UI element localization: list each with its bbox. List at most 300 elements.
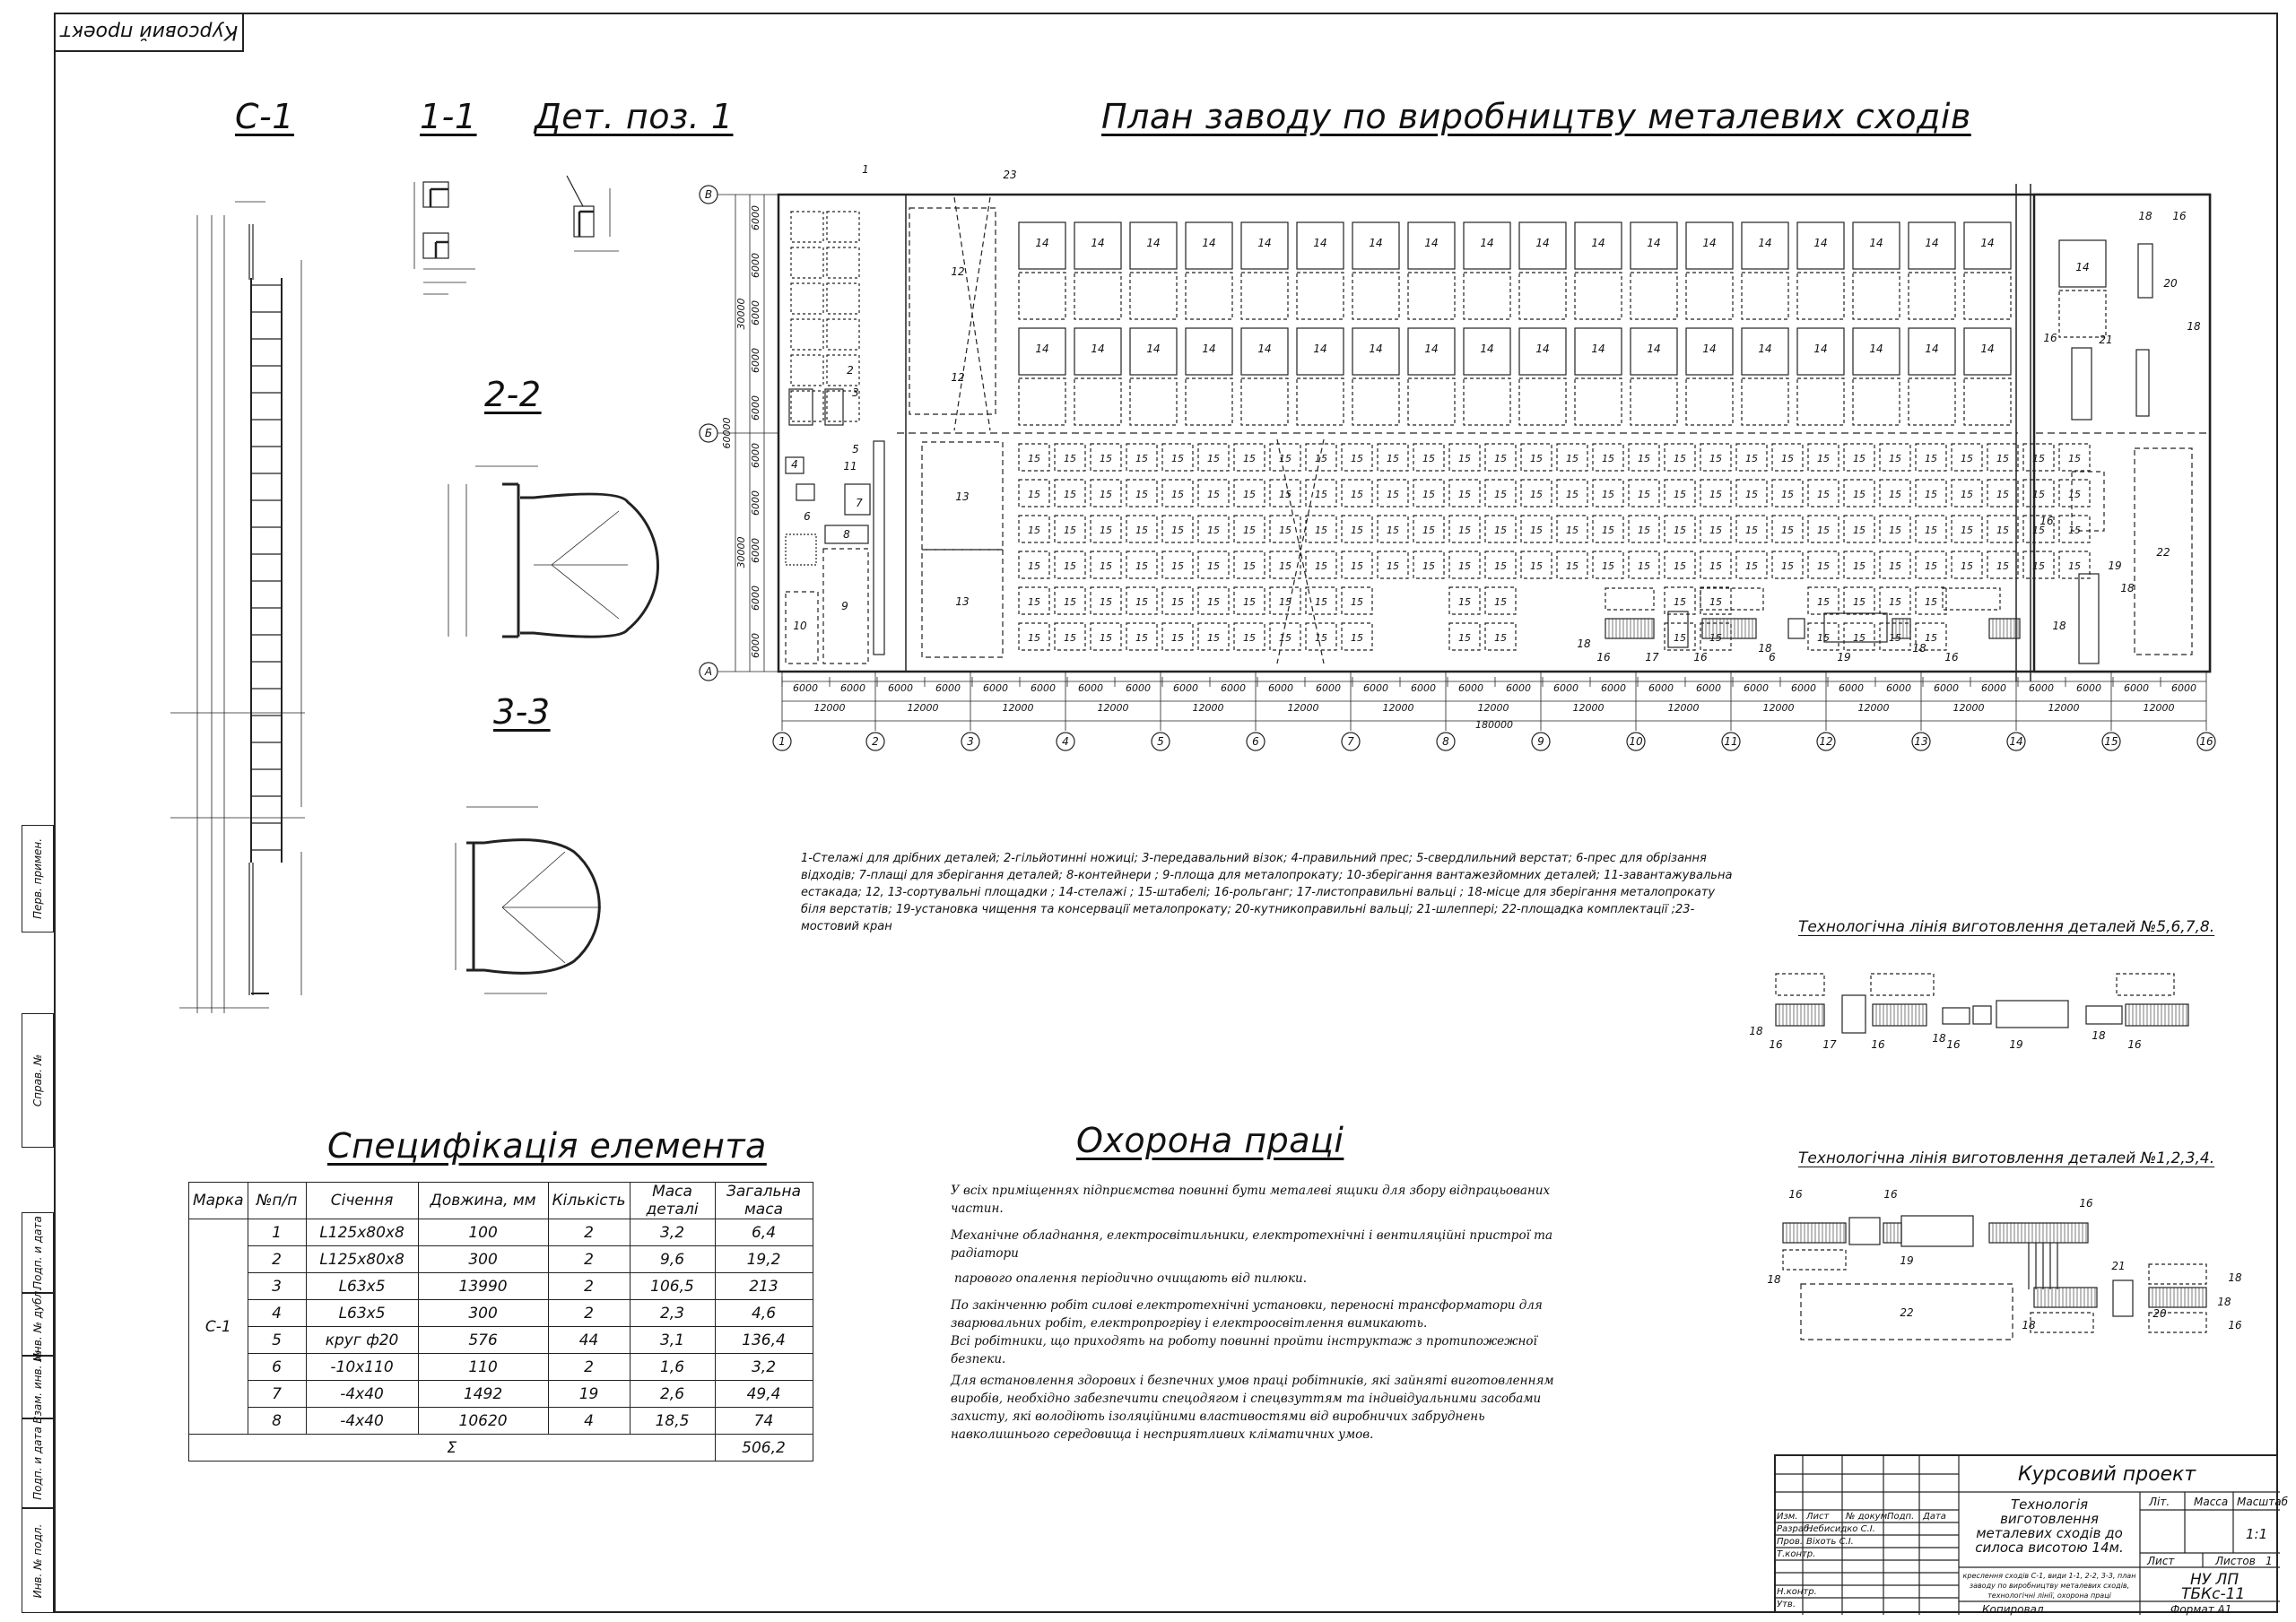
zone-label: 15 [1351, 489, 1363, 500]
roller [1989, 619, 2020, 638]
zone-label: 15 [1315, 632, 1327, 644]
zone-label: 15 [1315, 596, 1327, 608]
zone-label: 15 [1709, 632, 1722, 644]
tb-sheets-value: 1 [2266, 1555, 2273, 1567]
small-parts-rack [827, 247, 859, 278]
zone-label: 15 [1387, 489, 1399, 500]
zone-label: 22 [2156, 546, 2170, 559]
zone-label: 16 [2039, 515, 2054, 527]
zone-label: 21 [2099, 334, 2113, 346]
dim-label: 6000 [1696, 682, 1721, 694]
storage [1605, 588, 1654, 610]
zone-label: 14 [1925, 237, 1939, 249]
zone-label: 15 [1171, 489, 1184, 500]
storage [2031, 1313, 2093, 1332]
spec-header: Загальна маса [715, 1183, 813, 1219]
zone-label: 15 [1961, 489, 1973, 500]
zone-label: 15 [1530, 453, 1543, 464]
spec-cell: 3,2 [715, 1354, 813, 1381]
zone-label: 15 [1028, 453, 1040, 464]
zone-label: 16 [2228, 1319, 2242, 1331]
zone-label: 16 [1871, 1038, 1885, 1051]
tb-row-label: Дата [1923, 1512, 1946, 1522]
dim-label: 6000 [2029, 682, 2054, 694]
cleaning [1901, 1216, 1973, 1246]
zone-label: 15 [1315, 525, 1327, 536]
dim-label: 12000 [1002, 702, 1034, 714]
spec-row [189, 1354, 813, 1381]
zone-label: 15 [1602, 489, 1614, 500]
dim-label: 6000 [1934, 682, 1959, 694]
zone-label: 15 [1100, 489, 1112, 500]
tech-line-1234 [1783, 1216, 2206, 1340]
spec-cell: 2 [548, 1354, 630, 1381]
small-parts-rack [827, 212, 859, 242]
title-spec: Специфікація елемента [327, 1126, 767, 1166]
zone-label: 14 [1480, 343, 1494, 355]
zone-label: 22 [1900, 1306, 1914, 1319]
dim-label: 6000 [793, 682, 818, 694]
zone-label: 15 [1064, 489, 1076, 500]
axis-label: 5 [1157, 735, 1164, 748]
spec-cell: 8 [248, 1408, 306, 1435]
zone-label: 15 [1996, 560, 2009, 572]
spec-row [189, 1273, 813, 1300]
side-label: Инв. № подл. [31, 1523, 44, 1598]
zone-label: 13 [955, 490, 970, 503]
spec-row [189, 1408, 813, 1435]
storage-rack [1130, 273, 1177, 319]
zone-label: 10 [793, 620, 807, 632]
small-parts-rack [791, 319, 823, 350]
axis-label: 11 [1724, 735, 1738, 748]
zone-label: 15 [1961, 525, 1973, 536]
spec-cell: 2,3 [630, 1300, 715, 1327]
storage-rack [1686, 378, 1733, 425]
spec-cell: 110 [418, 1354, 548, 1381]
zone-label: 15 [1135, 453, 1148, 464]
zone-label: 15 [1422, 453, 1435, 464]
spec-cell: -4x40 [306, 1408, 418, 1435]
zone-label: 15 [1458, 560, 1471, 572]
zone-label: 15 [1566, 560, 1578, 572]
zone-label: 15 [1889, 453, 1901, 464]
zone-label: 14 [1480, 237, 1494, 249]
storage-rack [1130, 378, 1177, 425]
dim-label: 6000 [750, 253, 761, 278]
zone-label: 16 [1769, 1038, 1783, 1051]
dim-label: 6000 [2124, 682, 2149, 694]
zone-label: 15 [1279, 632, 1292, 644]
tb-scale: Масштаб [2237, 1496, 2289, 1508]
roller [1873, 1004, 1926, 1026]
zone-label: 15 [1817, 632, 1830, 644]
zone-label: 16 [1788, 1188, 1803, 1201]
small-parts-rack [791, 283, 823, 314]
zone-label: 18 [2187, 320, 2201, 333]
storage-rack [1408, 378, 1455, 425]
zone-label: 18 [2052, 620, 2066, 632]
spec-cell: L63x5 [306, 1300, 418, 1327]
zone-label: 14 [1869, 237, 1883, 249]
spec-cell: 106,5 [630, 1273, 715, 1300]
storage-rack [1074, 378, 1121, 425]
zone-label: 15 [1638, 489, 1650, 500]
spec-cell: 300 [418, 1300, 548, 1327]
zone-label: 15 [1925, 560, 1937, 572]
zone-label: 14 [1980, 343, 1995, 355]
storage-rack [1297, 273, 1344, 319]
tb-row-label: Подп. [1887, 1512, 1915, 1522]
zone-label: 15 [1171, 596, 1184, 608]
zone-label: 15 [1853, 525, 1866, 536]
zone-label: 18 [2228, 1271, 2242, 1284]
storage-rack [1909, 273, 1955, 319]
zone-label: 15 [1135, 560, 1148, 572]
dim-label: 6000 [750, 205, 761, 230]
top-stamp-text: Курсовий проект [59, 21, 239, 44]
zone-label: 15 [1064, 453, 1076, 464]
zone-label: 15 [1745, 560, 1758, 572]
zone-label: 21 [2111, 1260, 2126, 1272]
zone-label: 12 [951, 265, 965, 278]
spec-sum-value: 506,2 [715, 1435, 813, 1462]
zone-label: 15 [1207, 632, 1220, 644]
axis-label: 6 [1252, 735, 1259, 748]
zone-label: 15 [1817, 596, 1830, 608]
section-3-3 [456, 807, 601, 993]
side-label: Подп. и дата [31, 1216, 44, 1289]
zone-label: 19 [1900, 1254, 1914, 1267]
dim-label: 6000 [1506, 682, 1531, 694]
zone-label: 15 [1925, 453, 1937, 464]
spec-sum-label: Σ [189, 1435, 716, 1462]
axis-label: Б [704, 427, 713, 439]
zone-label: 14 [1535, 343, 1550, 355]
zone-label: 15 [1279, 560, 1292, 572]
zone-label: 15 [1817, 560, 1830, 572]
spec-cell: 2 [548, 1300, 630, 1327]
spec-cell: L125x80x8 [306, 1246, 418, 1273]
title-section-3-3: 3-3 [493, 692, 551, 732]
zone-label: 15 [1781, 489, 1794, 500]
zone-label: 15 [1674, 453, 1686, 464]
zone-label: 15 [1602, 560, 1614, 572]
zone-label: 15 [1494, 632, 1507, 644]
spec-cell: 4 [248, 1300, 306, 1327]
zone-label: 18 [1749, 1025, 1763, 1037]
zone-label: 18 [1577, 638, 1591, 650]
zone-label: 18 [1767, 1273, 1781, 1286]
storage-rack [1742, 378, 1788, 425]
title-block [1774, 1454, 2289, 1616]
title-plan: План заводу по виробництву металевих сходів [1101, 97, 1971, 136]
zone-label: 15 [1207, 453, 1220, 464]
spec-cell: 213 [715, 1273, 813, 1300]
tb-role: Н.контр. [1777, 1587, 1817, 1597]
zone-label: 15 [1925, 489, 1937, 500]
zone-label: 15 [1387, 525, 1399, 536]
small-parts-rack [827, 319, 859, 350]
axis-label: В [704, 188, 713, 201]
roller [1989, 1223, 2088, 1243]
tb-row-label: Изм. [1777, 1512, 1798, 1522]
zone-label: 15 [1674, 596, 1686, 608]
dim-label: 6000 [1078, 682, 1103, 694]
zone-label: 14 [1035, 237, 1049, 249]
dim-label: 6000 [1173, 682, 1198, 694]
dim-label: 6000 [888, 682, 913, 694]
tb-lit: Літ. [2149, 1496, 2170, 1508]
zone-label: 15 [1100, 632, 1112, 644]
zone-label: 15 [1889, 560, 1901, 572]
zone-label: 15 [1817, 453, 1830, 464]
stack [1943, 1008, 1970, 1024]
zone-label: 3 [852, 386, 859, 399]
zone-label: 15 [1638, 453, 1650, 464]
dim-label: 180000 [1475, 719, 1513, 731]
axis-label: 15 [2104, 735, 2118, 748]
zone-label: 15 [1028, 525, 1040, 536]
spec-cell: L63x5 [306, 1273, 418, 1300]
zone-label: 16 [1946, 1038, 1961, 1051]
dim-label: 12000 [1572, 702, 1605, 714]
zone-label: 15 [1781, 525, 1794, 536]
zone-label: 17 [1822, 1038, 1837, 1051]
storage [1783, 1250, 1846, 1270]
title-section-2-2: 2-2 [484, 375, 542, 414]
zone-label: 15 [1817, 489, 1830, 500]
spec-header: Кількість [548, 1183, 630, 1219]
spec-row [189, 1246, 813, 1273]
zone-label: 14 [1813, 343, 1828, 355]
zone-label: 15 [1494, 489, 1507, 500]
zone-label: 15 [1243, 525, 1256, 536]
zone-label: 14 [1257, 237, 1272, 249]
tb-org: НУ ЛП [2190, 1571, 2239, 1589]
roller [2034, 1288, 2097, 1307]
zone-label: 15 [1889, 632, 1901, 644]
dim-label: 12000 [1667, 702, 1700, 714]
spec-header: №п/п [248, 1183, 306, 1219]
axis-label: 7 [1347, 735, 1354, 748]
zone-label: 15 [1853, 596, 1866, 608]
storage-rack [1909, 378, 1955, 425]
spec-cell: -4x40 [306, 1381, 418, 1408]
tb-role: Т.контр. [1777, 1549, 1816, 1559]
zone-label: 14 [1202, 237, 1216, 249]
zone-label: 14 [1091, 237, 1105, 249]
spec-cell: 1 [248, 1219, 306, 1246]
zone-label: 15 [1279, 596, 1292, 608]
dim-label: 12000 [1192, 702, 1224, 714]
zone-label: 15 [1100, 453, 1112, 464]
storage-rack [1297, 378, 1344, 425]
dim-label: 6000 [1648, 682, 1674, 694]
tb-row-label: № докум. [1846, 1512, 1891, 1522]
zone-label: 15 [1745, 525, 1758, 536]
spec-mark: С-1 [189, 1219, 248, 1435]
zone-label: 15 [1889, 525, 1901, 536]
zone-label: 14 [2075, 261, 2090, 273]
small-parts-rack [791, 212, 823, 242]
zone-label: 20 [2152, 1307, 2167, 1320]
dim-label: 6000 [750, 348, 761, 373]
dim-label: 12000 [1382, 702, 1414, 714]
tb-copied: Копировал [1982, 1603, 2044, 1616]
zone-label: 1 [862, 163, 869, 176]
spec-cell: 13990 [418, 1273, 548, 1300]
zone-label: 15 [1530, 525, 1543, 536]
dim-label: 12000 [1762, 702, 1795, 714]
axis-label: 9 [1537, 735, 1544, 748]
storage-rack [1575, 273, 1622, 319]
zone-label: 15 [1458, 525, 1471, 536]
dim-label: 6000 [1363, 682, 1388, 694]
zone-label: 15 [2032, 560, 2045, 572]
zone-label: 15 [1709, 596, 1722, 608]
axis-label: 10 [1629, 735, 1643, 748]
drill [796, 484, 814, 500]
section-2-2 [448, 466, 657, 637]
zone-label: 15 [1028, 596, 1040, 608]
zone-label: 15 [1243, 560, 1256, 572]
zone-label: 15 [1387, 560, 1399, 572]
safety-paragraph: По закінченню робіт силові електротехнічні установки, переносні трансформатори для зварювальних робіт, електропрогріву і електроосвітлення вимикають. [951, 1298, 1543, 1331]
dim-label: 6000 [750, 300, 761, 325]
zone-label: 15 [1064, 525, 1076, 536]
spec-cell: L125x80x8 [306, 1219, 418, 1246]
storage-rack [1797, 273, 1844, 319]
zone-label: 15 [1279, 489, 1292, 500]
axis-label: 13 [1914, 735, 1928, 748]
safety-paragraph: Всі робітники, що приходять на роботу повинні пройти інструктаж з протипожежної безпеки. [951, 1334, 1537, 1366]
zone-label: 15 [1279, 525, 1292, 536]
storage-rack [1853, 273, 1900, 319]
tb-role: Пров. [1777, 1537, 1804, 1547]
zone-label: 15 [2032, 489, 2045, 500]
zone-label: 14 [1702, 343, 1717, 355]
spec-cell: 1492 [418, 1381, 548, 1408]
axis-label: 12 [1819, 735, 1833, 748]
zone-label: 15 [1135, 632, 1148, 644]
zone-label: 15 [1171, 560, 1184, 572]
zone-label: 15 [1530, 489, 1543, 500]
dim-label: 30000 [735, 536, 747, 568]
zone-label: 15 [1207, 596, 1220, 608]
zone-label: 15 [1566, 453, 1578, 464]
tb-role: Утв. [1777, 1600, 1796, 1609]
title-line-2: Технологічна лінія виготовлення деталей №1,2,3,4. [1798, 1149, 2215, 1167]
title-safety: Охорона праці [1076, 1121, 1344, 1160]
zone-label: 15 [1458, 453, 1471, 464]
storage [2117, 974, 2174, 995]
spec-header: Марка [189, 1183, 248, 1219]
zone-label: 2 [847, 364, 854, 377]
spec-cell: 19,2 [715, 1246, 813, 1273]
zone-label: 15 [2068, 525, 2081, 536]
dim-label: 6000 [1126, 682, 1151, 694]
zone-label: 15 [1494, 453, 1507, 464]
zone-label: 20 [2163, 277, 2178, 290]
zone-label: 15 [1171, 453, 1184, 464]
dim-label: 6000 [1601, 682, 1626, 694]
zone-label: 15 [1709, 525, 1722, 536]
zone-label: 19 [2108, 559, 2122, 572]
zone-label: 17 [1645, 651, 1659, 664]
dim-label: 6000 [840, 682, 865, 694]
zone-label: 18 [2138, 210, 2152, 222]
dim-label: 12000 [1857, 702, 1890, 714]
dim-label: 6000 [1981, 682, 2006, 694]
spec-cell: 2,6 [630, 1381, 715, 1408]
zone-label: 15 [1458, 596, 1471, 608]
zone-label: 14 [1424, 237, 1439, 249]
storage-rack [1964, 273, 2011, 319]
storage-rack [1575, 378, 1622, 425]
dim-label: 6000 [1221, 682, 1246, 694]
spec-cell: 3 [248, 1273, 306, 1300]
axis-label: 4 [1062, 735, 1069, 748]
dim-label: 6000 [1411, 682, 1436, 694]
small-parts-rack [827, 283, 859, 314]
tb-sheets: Листов [2215, 1555, 2256, 1567]
dim-label: 6000 [2171, 682, 2196, 694]
dim-label: 6000 [1031, 682, 1056, 694]
storage-rack [1019, 273, 1065, 319]
tb-mass: Масса [2194, 1496, 2229, 1508]
zone-label: 15 [1243, 453, 1256, 464]
zone-label: 14 [1091, 343, 1105, 355]
zone-label: 15 [1566, 489, 1578, 500]
side-label: Справ. № [31, 1054, 44, 1107]
zone-label: 15 [1638, 560, 1650, 572]
stack [1973, 1006, 1991, 1024]
zone-label: 14 [1813, 237, 1828, 249]
side-label: Взам. инв. № [31, 1350, 44, 1424]
zone-label: 15 [1781, 453, 1794, 464]
tb-name: Віхоть С.І. [1806, 1537, 1854, 1547]
zone-label: 15 [1315, 560, 1327, 572]
zone-label: 15 [1925, 596, 1937, 608]
leveler [1842, 995, 1866, 1033]
zone-label: 15 [1207, 489, 1220, 500]
axis-label: А [704, 665, 713, 678]
zone-label: 15 [1064, 596, 1076, 608]
zone-label: 15 [1853, 489, 1866, 500]
spec-cell: 4,6 [715, 1300, 813, 1327]
zone-label: 15 [1745, 453, 1758, 464]
tb-sheet-content: креслення сходів С-1, види 1-1, 2-2, 3-3, план заводу по виробництву металевих сходів, технологічні лінії, охорона праці [1962, 1572, 2136, 1600]
axis-label: 2 [872, 735, 879, 748]
side-label: Перв. примен. [31, 837, 44, 920]
zone-label: 11 [843, 460, 857, 473]
small-parts-rack [827, 355, 859, 386]
zone-label: 4 [791, 458, 798, 471]
dim-label: 6000 [750, 443, 761, 468]
spec-cell: 3,2 [630, 1219, 715, 1246]
zone-label: 14 [1702, 237, 1717, 249]
storage [2149, 1264, 2206, 1284]
zone-label: 15 [1243, 489, 1256, 500]
angle-rolls [2113, 1280, 2133, 1316]
section-1-1 [414, 182, 475, 294]
tb-row-label: Лист [1806, 1512, 1830, 1522]
spec-row [189, 1219, 813, 1246]
zone-label: 15 [1100, 560, 1112, 572]
zone-label: 15 [1817, 525, 1830, 536]
zone-label: 14 [1647, 237, 1661, 249]
